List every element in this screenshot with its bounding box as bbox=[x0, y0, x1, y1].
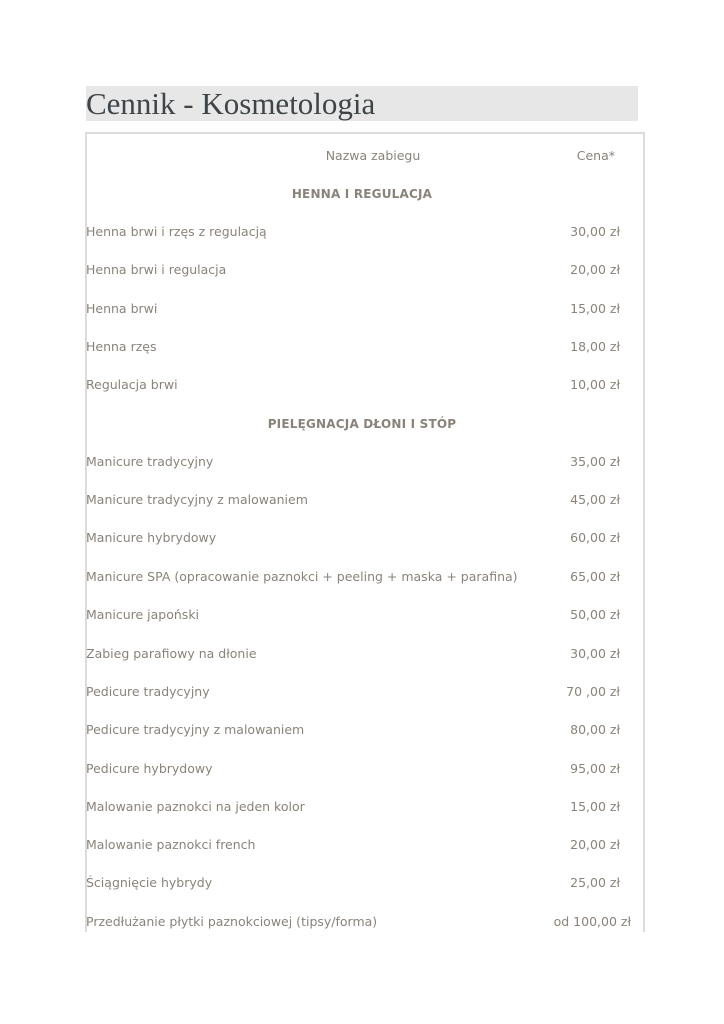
service-name: Manicure SPA (opracowanie paznokci + peeling + maska + parafina) bbox=[86, 569, 518, 584]
table-row bbox=[86, 222, 646, 242]
service-price: od 100,00 zł bbox=[553, 914, 631, 929]
table-row bbox=[86, 375, 646, 395]
service-name: Pedicure tradycyjny z malowaniem bbox=[86, 722, 305, 737]
table-row bbox=[86, 337, 646, 357]
table-row bbox=[86, 490, 646, 510]
service-name: Manicure tradycyjny bbox=[86, 454, 214, 469]
page-title: Cennik - Kosmetologia bbox=[86, 86, 638, 121]
service-price: 35,00 zł bbox=[570, 454, 620, 469]
service-price: 70 ,00 zł bbox=[566, 684, 620, 699]
column-header-name: Nazwa zabiegu bbox=[325, 148, 421, 163]
table-row bbox=[86, 644, 646, 664]
service-price: 15,00 zł bbox=[570, 301, 620, 316]
table-row bbox=[86, 452, 646, 472]
service-price: 45,00 zł bbox=[570, 492, 620, 507]
table-row bbox=[86, 260, 646, 280]
service-name: Regulacja brwi bbox=[86, 377, 178, 392]
column-header-price: Cena* bbox=[576, 148, 615, 163]
section-header-row bbox=[86, 184, 646, 204]
service-name: Henna brwi i rzęs z regulacją bbox=[86, 224, 267, 239]
service-price: 18,00 zł bbox=[570, 339, 620, 354]
service-price: 30,00 zł bbox=[570, 646, 620, 661]
table-row bbox=[86, 567, 646, 587]
service-name: Malowanie paznokci french bbox=[86, 837, 256, 852]
service-price: 95,00 zł bbox=[570, 761, 620, 776]
table-row bbox=[86, 682, 646, 702]
section-title: PIELĘGNACJA DŁONI I STÓP bbox=[267, 417, 457, 431]
table-row bbox=[86, 720, 646, 740]
table-row bbox=[86, 873, 646, 893]
table-row bbox=[86, 605, 646, 625]
table-row bbox=[86, 835, 646, 855]
service-price: 25,00 zł bbox=[570, 875, 620, 890]
service-name: Zabieg parafiowy na dłonie bbox=[86, 646, 257, 661]
service-price: 20,00 zł bbox=[570, 837, 620, 852]
service-price: 10,00 zł bbox=[570, 377, 620, 392]
table-row bbox=[86, 299, 646, 319]
service-name: Pedicure tradycyjny bbox=[86, 684, 210, 699]
service-name: Manicure hybrydowy bbox=[86, 530, 217, 545]
service-price: 15,00 zł bbox=[570, 799, 620, 814]
table-row bbox=[86, 528, 646, 548]
service-name: Manicure japoński bbox=[86, 607, 200, 622]
service-price: 60,00 zł bbox=[570, 530, 620, 545]
service-name: Pedicure hybrydowy bbox=[86, 761, 213, 776]
service-name: Manicure tradycyjny z malowaniem bbox=[86, 492, 308, 507]
service-price: 50,00 zł bbox=[570, 607, 620, 622]
table-header-row bbox=[86, 146, 646, 166]
table-row bbox=[86, 797, 646, 817]
service-name: Malowanie paznokci na jeden kolor bbox=[86, 799, 305, 814]
service-name: Ściągnięcie hybrydy bbox=[86, 875, 213, 890]
section-header-row bbox=[86, 414, 646, 434]
service-price: 65,00 zł bbox=[570, 569, 620, 584]
service-name: Henna rzęs bbox=[86, 339, 157, 354]
section-title: HENNA I REGULACJA bbox=[291, 187, 433, 201]
service-price: 30,00 zł bbox=[570, 224, 620, 239]
table-row bbox=[86, 912, 646, 932]
service-name: Henna brwi i regulacja bbox=[86, 262, 227, 277]
service-price: 20,00 zł bbox=[570, 262, 620, 277]
service-name: Przedłużanie płytki paznokciowej (tipsy/forma) bbox=[86, 914, 378, 929]
service-name: Henna brwi bbox=[86, 301, 158, 316]
service-price: 80,00 zł bbox=[570, 722, 620, 737]
table-row bbox=[86, 759, 646, 779]
